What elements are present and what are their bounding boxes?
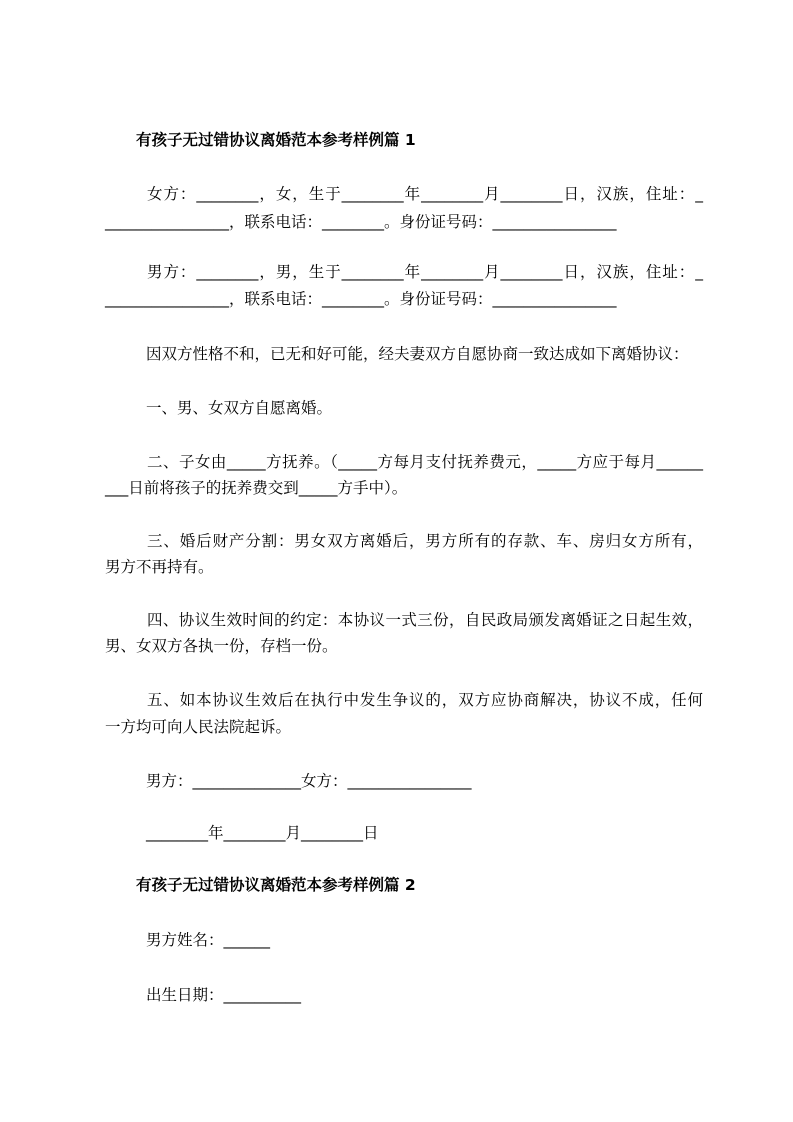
clause-2-line-1: 二、子女由_____方抚养。（_____方每月支付抚养费元，_____方应于每月______ <box>147 453 703 471</box>
wife-info-line-1: 女方：________，女，生于________年________月________日，汉族，住址：_ <box>147 185 703 203</box>
clause-3-line-2: 男方不再持有。 <box>105 558 214 576</box>
sample2-title: 有孩子无过错协议离婚范本参考样例篇 2 <box>136 876 416 894</box>
wife-info-line-2: ________________，联系电话：________。身份证号码：________________ <box>105 213 617 231</box>
clause-5-line-1: 五、如本协议生效后在执行中发生争议的，双方应协商解决，协议不成，任何 <box>147 691 703 709</box>
husband-info-line-1: 男方：________，男，生于________年________月________日，汉族，住址：_ <box>147 263 703 281</box>
sample1-title: 有孩子无过错协议离婚范本参考样例篇 1 <box>136 131 416 149</box>
clause-4-line-1: 四、协议生效时间的约定：本协议一式三份，自民政局颁发离婚证之日起生效， <box>147 611 703 629</box>
husband-name-field: 男方姓名：______ <box>146 931 271 949</box>
clause-4-line-2: 男、女双方各执一份，存档一份。 <box>105 637 338 655</box>
birth-date-field: 出生日期：__________ <box>146 986 302 1004</box>
clause-3-line-1: 三、婚后财产分割：男女双方离婚后，男方所有的存款、车、房归女方所有， <box>147 532 703 550</box>
clause-2-line-2: ___日前将孩子的抚养费交到_____方手中）。 <box>105 479 408 497</box>
clause-1: 一、男、女双方自愿离婚。 <box>146 399 333 417</box>
agreement-preamble: 因双方性格不和，已无和好可能，经夫妻双方自愿协商一致达成如下离婚协议： <box>146 345 689 363</box>
husband-info-line-2: ________________，联系电话：________。身份证号码：________________ <box>105 290 617 308</box>
date-line: ________年________月________日 <box>146 824 379 842</box>
clause-5-line-2: 一方均可向人民法院起诉。 <box>105 718 292 736</box>
signature-line: 男方：______________女方：________________ <box>146 772 472 790</box>
